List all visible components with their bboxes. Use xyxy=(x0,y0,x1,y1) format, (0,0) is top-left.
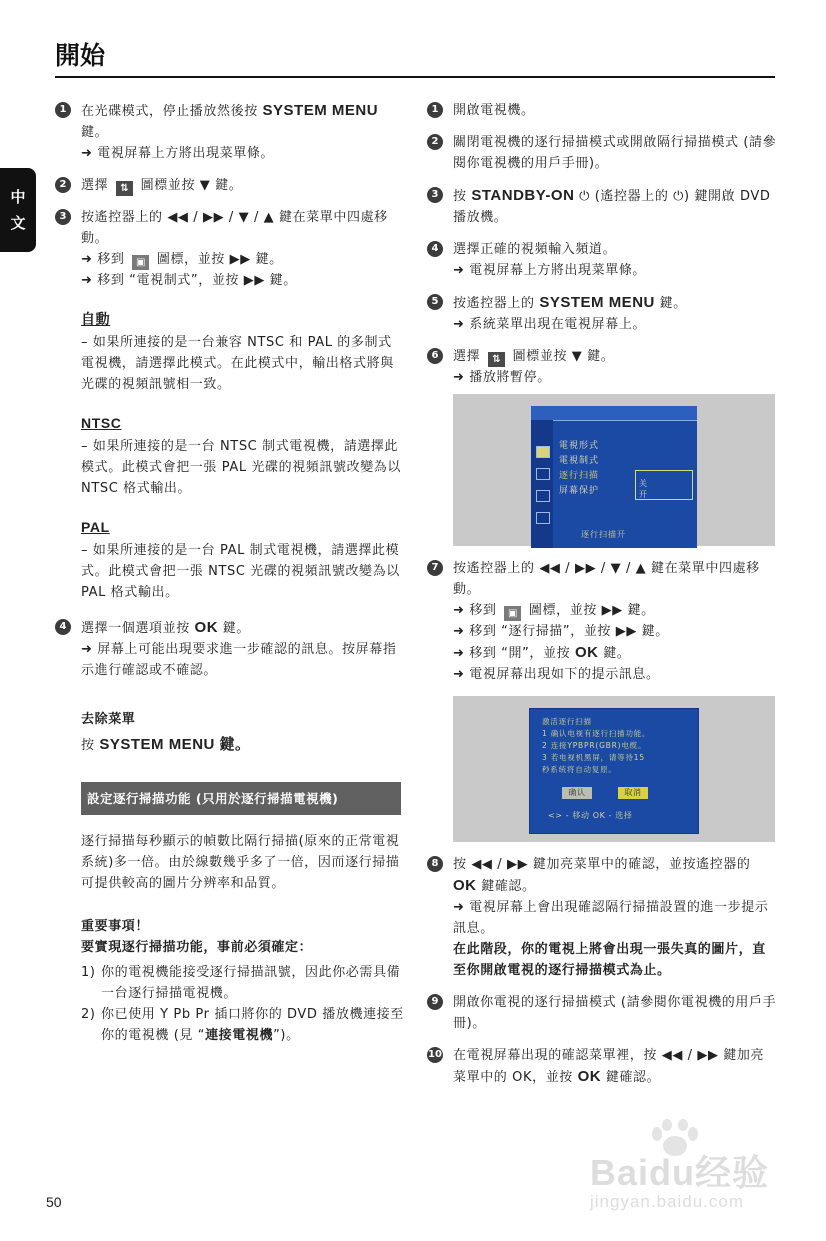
tv-screen xyxy=(531,406,697,548)
option-heading-ntsc: NTSC xyxy=(81,415,122,431)
step-text: 選擇 xyxy=(453,349,485,364)
osd-navigation-hint: <> - 移动 OK - 选择 xyxy=(548,811,633,820)
step-text: 按遙控器上的 xyxy=(453,296,540,311)
step-text: 圖標並按 ▼ 鍵。 xyxy=(507,349,615,364)
osd-menu-item: 屏幕保护 xyxy=(559,486,600,496)
key-label: OK xyxy=(574,644,599,661)
step-text: 鍵確認。 xyxy=(476,879,536,894)
result-arrow-text: ➜ 電視屏幕出現如下的提示訊息。 xyxy=(453,667,660,682)
step-number-badge: 3 xyxy=(427,187,443,203)
step-text: 鍵。 xyxy=(218,621,250,636)
key-label: OK xyxy=(577,1068,602,1085)
option-description: – 如果所連接的是一台 NTSC 制式電視機，請選擇此模式。此模式會把一張 PAL 光碟的視頻訊號改變為以 NTSC 格式輸出。 xyxy=(81,439,402,496)
step-number-badge: 7 xyxy=(427,560,443,576)
setup-icon: ⇅ xyxy=(116,181,133,196)
step-number-badge: 1 xyxy=(55,102,71,118)
lock-icon xyxy=(536,512,550,524)
watermark-main-text: Baidu经验 xyxy=(590,1152,770,1193)
result-arrow-text: 圖標，並按 ▶▶ 鍵。 xyxy=(524,603,655,618)
key-label: OK xyxy=(453,877,477,894)
remove-menu-text: 按 xyxy=(81,738,100,753)
step-number-badge: 9 xyxy=(427,994,443,1010)
key-label: SYSTEM MENU xyxy=(539,294,655,311)
osd-cancel-button: 取消 xyxy=(618,787,648,799)
step-r3 xyxy=(427,185,777,228)
step-r10 xyxy=(427,1045,777,1088)
osd-menu-item: 電視制式 xyxy=(559,456,600,466)
key-label: STANDBY-ON xyxy=(471,187,575,204)
menu-top-bar xyxy=(531,406,697,421)
language-tab-char-2: 文 xyxy=(10,214,26,232)
step-number-badge: 10 xyxy=(427,1047,443,1063)
step-text: 鍵。 xyxy=(654,296,687,311)
step-2 xyxy=(55,175,405,196)
step-number-badge: 4 xyxy=(55,619,71,635)
step-4 xyxy=(55,617,405,681)
step-text: 圖標並按 ▼ 鍵。 xyxy=(135,178,243,193)
step-text: 按 ◀◀ / ▶▶ 鍵加亮菜單中的確認，並按遙控器的 xyxy=(453,857,751,872)
step-text: 選擇一個選項並按 xyxy=(81,621,195,636)
step-text: 按 xyxy=(453,189,472,204)
list-text: 你的電視機能接受逐行掃描訊號，因此你必需具備一台逐行掃描電視機。 xyxy=(101,965,401,1001)
result-arrow-text: ➜ 播放將暫停。 xyxy=(453,370,551,385)
requirements-list xyxy=(81,962,405,1046)
step-r9 xyxy=(427,992,777,1034)
result-arrow-text: ➜ 電視屏幕上方將出現菜單條。 xyxy=(81,146,275,161)
result-arrow-text: 圖標，並按 ▶▶ 鍵。 xyxy=(152,252,283,267)
step-1 xyxy=(55,100,405,164)
result-arrow-text: ➜ 移到 “開”，並按 xyxy=(453,646,575,661)
step-r7 xyxy=(427,558,777,685)
page-title: 開始 xyxy=(55,41,106,70)
step-number-badge: 5 xyxy=(427,294,443,310)
result-arrow-text: ➜ 移到 xyxy=(81,252,130,267)
video-setup-icon: ▣ xyxy=(132,255,149,270)
step-text: 在電視屏幕出現的確認菜單裡，按 ◀◀ / ▶▶ 鍵加亮菜單中的 OK，並按 xyxy=(453,1048,765,1085)
step-number-badge: 6 xyxy=(427,348,443,364)
important-heading: 重要事項！ xyxy=(81,919,150,934)
step-number-badge: 2 xyxy=(55,177,71,193)
osd-screenshot-confirm-dialog xyxy=(453,696,775,842)
important-subheading: 要實現逐行掃描功能，事前必須確定： xyxy=(81,940,313,955)
option-description: – 如果所連接的是一台 PAL 制式電視機，請選擇此模式。此模式會把一張 NTSC 光碟的視頻訊號改變為以 PAL 格式輸出。 xyxy=(81,543,400,600)
language-tab xyxy=(0,168,36,252)
result-arrow-text: ➜ 移到 “逐行掃描”，並按 ▶▶ 鍵。 xyxy=(453,624,669,639)
result-arrow-text: ➜ 電視屏幕上會出現確認隔行掃描設置的進一步提示訊息。 xyxy=(453,900,769,936)
osd-menu-item-selected: 逐行扫描 xyxy=(559,471,600,481)
step-text: 按遙控器上的 ◀◀ / ▶▶ / ▼ / ▲ 鍵在菜單中四處移動。 xyxy=(453,561,760,597)
section-heading-bar: 設定逐行掃描功能 (只用於逐行掃描電視機) xyxy=(81,782,401,815)
language-icon xyxy=(536,490,550,502)
step-number-badge: 2 xyxy=(427,134,443,150)
step-text: 鍵。 xyxy=(81,125,109,140)
result-arrow-text: ➜ 電視屏幕上方將出現菜單條。 xyxy=(453,263,647,278)
osd-menu-item: 電視形式 xyxy=(559,441,600,451)
step-text: 按遙控器上的 ◀◀ / ▶▶ / ▼ / ▲ 鍵在菜單中四處移動。 xyxy=(81,210,388,246)
step-text: 關閉電視機的逐行掃描模式或開啟隔行掃描模式 (請參閱你電視機的用戶手冊)。 xyxy=(453,135,777,171)
result-arrow-text: 鍵。 xyxy=(598,646,631,661)
key-label: SYSTEM MENU xyxy=(262,102,379,119)
list-item xyxy=(81,1004,405,1046)
option-heading-pal: PAL xyxy=(81,519,110,535)
step-r1 xyxy=(427,100,777,121)
tv-screen xyxy=(529,708,699,834)
result-arrow-text: ➜ 屏幕上可能出現要求進一步確認的訊息。按屏幕指示進行確認或不確認。 xyxy=(81,642,397,678)
step-number-badge: 1 xyxy=(427,102,443,118)
step-text: 在光碟模式，停止播放然後按 xyxy=(81,104,263,119)
list-number: 1) xyxy=(81,965,96,980)
osd-dialog-line: 1 确认电视有逐行扫描功能。 xyxy=(542,729,651,738)
step-text: 鍵確認。 xyxy=(601,1070,661,1085)
osd-dialog-line: 2 连接YPBPR(GBR)电缆。 xyxy=(542,741,647,750)
result-arrow-text: ➜ 移到 xyxy=(453,603,502,618)
step-number-badge: 3 xyxy=(55,209,71,225)
step-text: 選擇正確的視頻輸入頻道。 xyxy=(453,242,617,257)
step-text: ⏻ (遙控器上的 ⏻) 鍵開啟 DVD 播放機。 xyxy=(453,189,771,225)
step-text: 開啟電視機。 xyxy=(453,103,535,118)
audio-icon xyxy=(536,468,550,480)
option-description: – 如果所連接的是一台兼容 NTSC 和 PAL 的多制式電視機，請選擇此模式。在此模式中，輸出格式將與光碟的視頻訊號相一致。 xyxy=(81,335,394,392)
video-setup-icon: ▣ xyxy=(504,606,521,621)
osd-screenshot-setup-menu xyxy=(453,394,775,546)
osd-footer-text: 逐行扫描开 xyxy=(581,530,626,539)
list-text: 你已使用 Y Pb Pr 插口將你的 DVD 播放機連接至你的電視機 (見 “ xyxy=(101,1007,404,1043)
menu-side-bar xyxy=(531,420,553,548)
left-column xyxy=(55,100,405,1046)
intro-paragraph: 逐行掃描每秒顯示的幀數比隔行掃描(原來的正常電視系統)多一倍。由於線數幾乎多了一倍，因而逐行掃描可提供較高的圖片分辨率和品質。 xyxy=(81,834,400,891)
warning-text: 在此階段，你的電視上將會出現一張失真的圖片，直至你開啟電視的逐行掃描模式為止。 xyxy=(453,942,766,978)
video-setup-icon xyxy=(536,446,550,458)
result-arrow-text: ➜ 移到 “電視制式”，並按 ▶▶ 鍵。 xyxy=(81,273,297,288)
list-text: ”)。 xyxy=(273,1028,300,1043)
osd-option-on: 开 xyxy=(639,490,648,499)
watermark xyxy=(590,1145,769,1212)
setup-icon: ⇅ xyxy=(488,352,505,367)
watermark-url-text: jingyan.baidu.com xyxy=(590,1192,745,1211)
osd-confirm-button: 确认 xyxy=(562,787,592,799)
step-text: 選擇 xyxy=(81,178,113,193)
right-column xyxy=(427,100,777,1099)
osd-dialog-line: 3 若电视机黑屏，请等待15 xyxy=(542,753,645,762)
step-text: 開啟你電視的逐行掃描模式 (請參閱你電視機的用戶手冊)。 xyxy=(453,995,777,1031)
key-label: OK xyxy=(194,619,219,636)
result-arrow-text: ➜ 系統菜單出現在電視屏幕上。 xyxy=(453,317,647,332)
osd-dialog-line: 秒系统将自动复原。 xyxy=(542,765,617,774)
page-number: 50 xyxy=(46,1194,62,1210)
step-r5 xyxy=(427,292,777,335)
list-number: 2) xyxy=(81,1007,96,1022)
step-r8 xyxy=(427,854,777,981)
osd-option-off: 关 xyxy=(639,479,648,488)
step-number-badge: 4 xyxy=(427,241,443,257)
list-item xyxy=(81,962,405,1004)
osd-dialog-line: 激活逐行扫描 xyxy=(542,717,592,726)
option-heading-auto: 自動 xyxy=(81,311,111,327)
key-label: SYSTEM MENU 鍵。 xyxy=(99,736,251,753)
step-r6 xyxy=(427,346,777,388)
step-number-badge: 8 xyxy=(427,856,443,872)
step-3 xyxy=(55,207,405,291)
title-rule xyxy=(55,76,775,78)
remove-menu-heading: 去除菜單 xyxy=(81,712,136,727)
language-tab-char-1: 中 xyxy=(10,188,26,206)
list-bold-link-text: 連接電視機 xyxy=(205,1028,274,1043)
step-r2 xyxy=(427,132,777,174)
step-r4 xyxy=(427,239,777,281)
